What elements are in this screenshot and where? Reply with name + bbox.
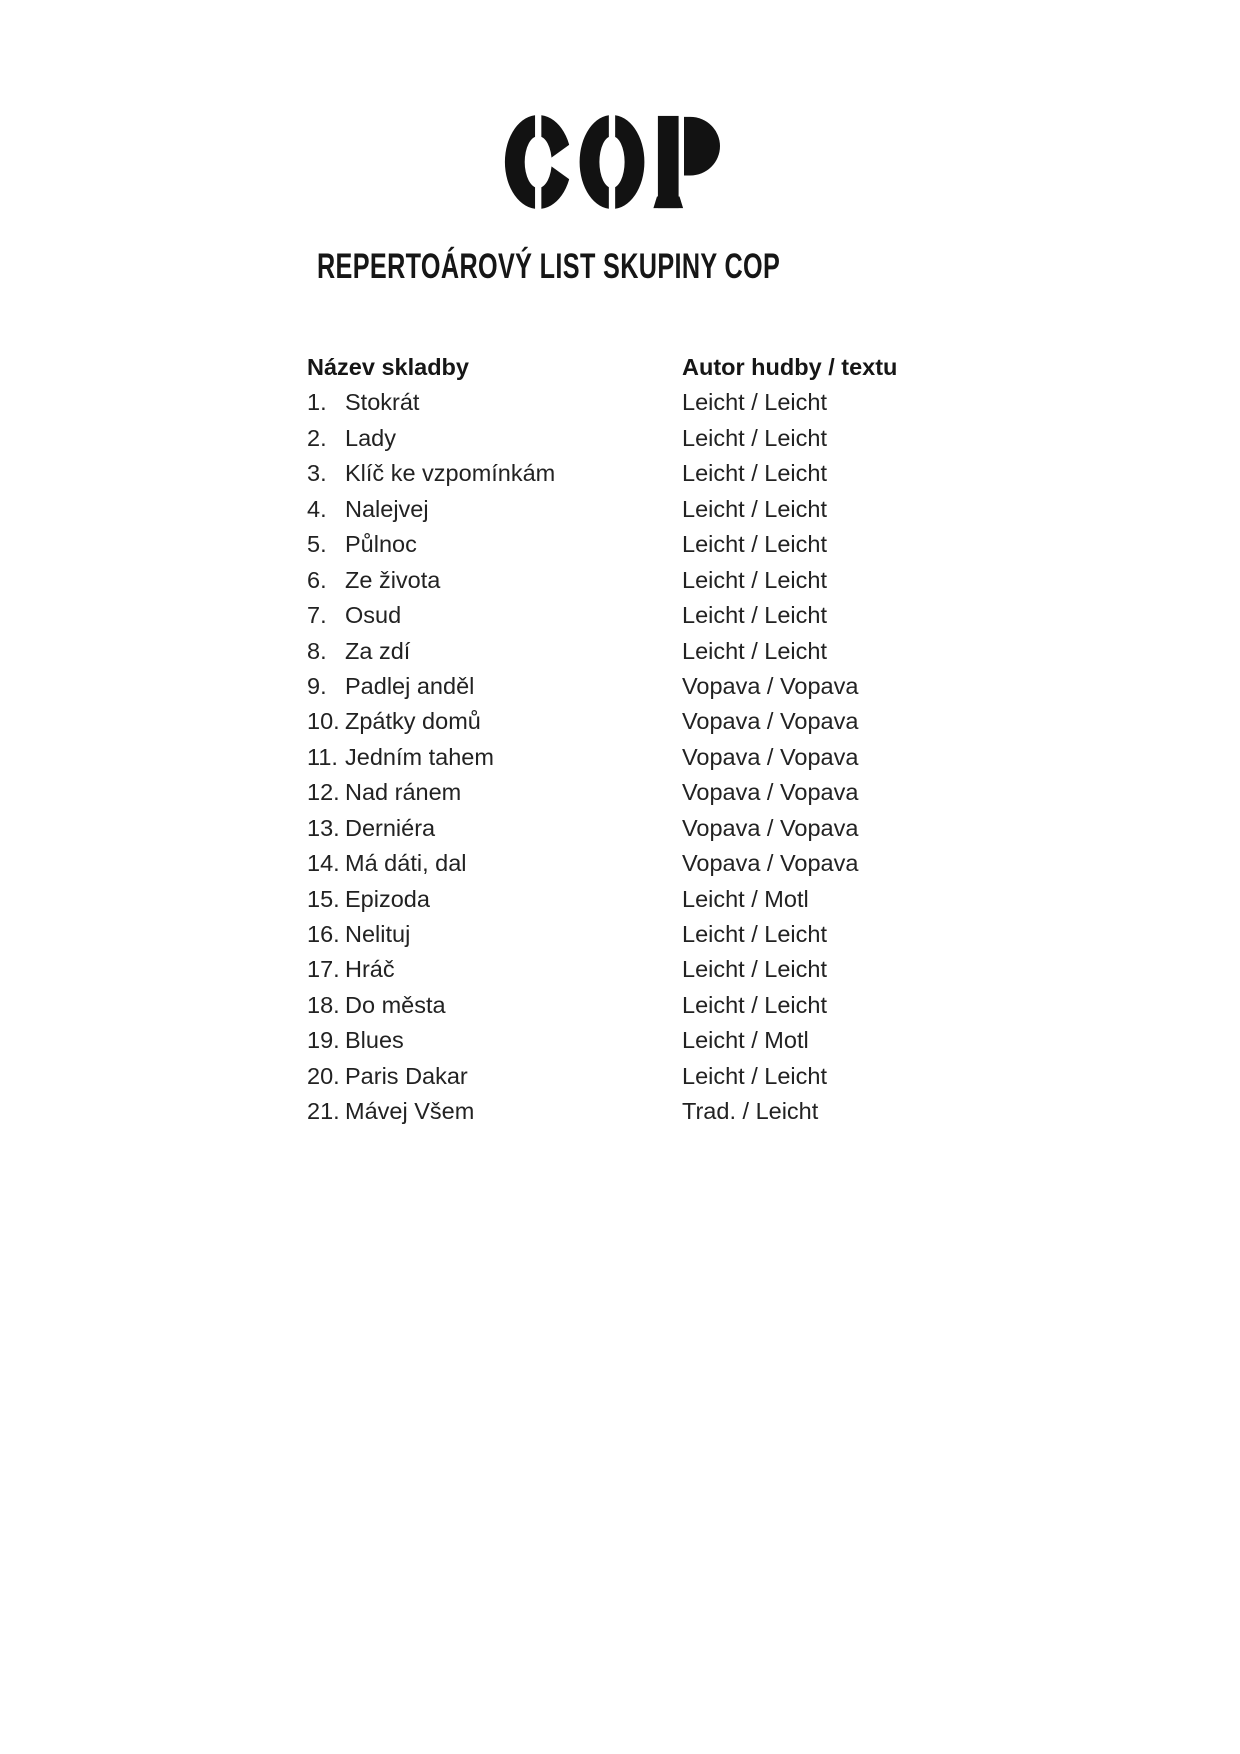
song-title: Má dáti, dal: [345, 850, 467, 877]
song-title: Zpátky domů: [345, 708, 481, 735]
song-number: 14.: [307, 850, 340, 877]
song-title: Blues: [345, 1027, 404, 1054]
song-author: Vopava / Vopava: [682, 814, 859, 841]
table-row: [307, 704, 947, 739]
song-title: Derniéra: [345, 814, 436, 841]
logo-letter-o: [580, 114, 645, 210]
song-title: Lady: [345, 424, 396, 451]
song-author: Leicht / Leicht: [682, 389, 828, 416]
song-title: Ze života: [345, 566, 441, 593]
table-row: [307, 988, 947, 1023]
song-number: 2.: [307, 424, 327, 451]
song-number: 19.: [307, 1027, 340, 1054]
song-number: 11.: [307, 743, 338, 770]
song-author: Vopava / Vopava: [682, 850, 859, 877]
song-number: 13.: [307, 814, 340, 841]
song-title: Nelituj: [345, 921, 411, 947]
song-number: 9.: [307, 672, 327, 699]
table-row: [307, 385, 947, 420]
song-number: 3.: [307, 460, 327, 487]
song-author: Vopava / Vopava: [682, 708, 859, 735]
column-header-song: Název skladby: [307, 354, 469, 380]
song-author: Leicht / Leicht: [682, 602, 828, 629]
page-title: REPERTOÁROVÝ LIST SKUPINY COP: [317, 247, 781, 286]
song-author: Leicht / Leicht: [682, 424, 828, 451]
song-title: Epizoda: [345, 885, 430, 912]
table-row: [307, 669, 947, 704]
song-title: Nad ránem: [345, 779, 462, 806]
table-row: [307, 421, 947, 456]
song-author: Trad. / Leicht: [682, 1098, 819, 1125]
table-row: [307, 775, 947, 810]
band-logo: [504, 114, 720, 210]
song-title: Stokrát: [345, 389, 420, 416]
table-row: [307, 740, 947, 775]
song-author: Leicht / Leicht: [682, 991, 828, 1018]
song-author: Leicht / Motl: [682, 885, 809, 912]
logo-letter-c: [505, 114, 576, 210]
table-row: [307, 527, 947, 562]
song-number: 4.: [307, 495, 327, 522]
logo-letter-p: [653, 116, 720, 208]
table-row: [307, 1023, 947, 1058]
song-number: 20.: [307, 1062, 340, 1089]
table-row: [307, 634, 947, 669]
table-row: [307, 882, 947, 917]
table-row: [307, 492, 947, 527]
song-title: Klíč ke vzpomínkám: [345, 460, 556, 487]
song-author: Leicht / Leicht: [682, 495, 828, 522]
cop-stencil-lettering: [504, 114, 720, 210]
song-number: 7.: [307, 602, 327, 629]
song-title: Hráč: [345, 956, 395, 983]
song-title: Za zdí: [345, 637, 411, 664]
table-row: [307, 952, 947, 987]
table-row: [307, 563, 947, 598]
song-title: Mávej Všem: [345, 1098, 475, 1125]
table-row: [307, 598, 947, 633]
song-table: [307, 350, 947, 1130]
song-number: 1.: [307, 389, 327, 416]
song-author: Leicht / Leicht: [682, 956, 828, 983]
table-row: [307, 1059, 947, 1094]
song-author: Leicht / Leicht: [682, 531, 828, 558]
song-author: Leicht / Leicht: [682, 566, 828, 593]
table-header-row: [307, 350, 947, 385]
song-number: 10.: [307, 708, 340, 735]
table-row: [307, 846, 947, 881]
song-number: 6.: [307, 566, 327, 593]
song-rows: [307, 385, 947, 1129]
song-number: 12.: [307, 779, 340, 806]
song-author: Leicht / Motl: [682, 1027, 809, 1054]
song-number: 17.: [307, 956, 340, 983]
song-title: Nalejvej: [345, 495, 429, 522]
song-author: Leicht / Leicht: [682, 637, 828, 664]
song-title: Osud: [345, 602, 402, 629]
song-number: 21.: [307, 1098, 340, 1125]
table-row: [307, 456, 947, 491]
song-title: Jedním tahem: [345, 743, 494, 770]
table-row: [307, 811, 947, 846]
column-header-author: Autor hudby / textu: [682, 354, 898, 380]
song-author: Vopava / Vopava: [682, 743, 859, 770]
song-number: 8.: [307, 637, 327, 664]
song-title: Do města: [345, 991, 446, 1018]
song-author: Leicht / Leicht: [682, 921, 828, 947]
song-title: Půlnoc: [345, 531, 417, 558]
song-number: 16.: [307, 921, 340, 947]
song-number: 18.: [307, 991, 340, 1018]
song-author: Vopava / Vopava: [682, 779, 859, 806]
table-row: [307, 917, 947, 952]
table-row: [307, 1094, 947, 1129]
song-author: Leicht / Leicht: [682, 460, 828, 487]
song-title: Padlej anděl: [345, 672, 475, 699]
song-author: Leicht / Leicht: [682, 1062, 828, 1089]
song-title: Paris Dakar: [345, 1062, 468, 1089]
song-number: 5.: [307, 531, 327, 558]
song-number: 15.: [307, 885, 340, 912]
song-author: Vopava / Vopava: [682, 672, 859, 699]
